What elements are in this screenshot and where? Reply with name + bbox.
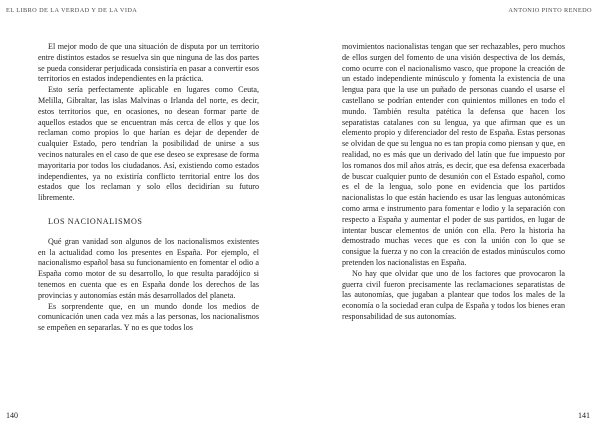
right-page (300, 0, 600, 433)
page-number-left: 140 (6, 411, 18, 420)
paragraph: El mejor modo de que una situación de disputa por un territorio entre distintos estados se resuelva sin que ninguna de las dos partes se pueda considerar perjudicada consistiría en pasar a convertir esos territorios en estados independientes en la práctica. (38, 42, 259, 84)
page-number-right: 141 (578, 411, 590, 420)
section-heading: LOS NACIONALISMOS (48, 216, 143, 226)
left-page-body (38, 42, 259, 334)
right-page-body (342, 42, 565, 323)
paragraph: No hay que olvidar que uno de los factores que provocaron la guerra civil fueron precisamente las reclamaciones separatistas de las autonomías, que jugaban a plantear que todos los males de la economía o la sociedad eran culpa de España y todos los bienes eran responsabilidad de sus autonomías. (342, 268, 565, 321)
paragraph: Qué gran vanidad son algunos de los nacionalismos existentes en la actualidad como los presentes en España. Por ejemplo, el nacionalismo español basa su funcionamiento en fomentar el odio a España como motor de su desarrollo, lo que resulta paradójico si tenemos en cuenta que es en España donde los derechos de las provincias y autonomías están más desarrollados del planeta. (38, 236, 259, 300)
paragraph: Esto sería perfectamente aplicable en lugares como Ceuta, Melilla, Gibraltar, las islas Malvinas o Irlanda del norte, es decir, estos territorios que, en ocasiones, no desean formar parte de aquellos estados que se encuentran más cerca de ellos y que los reclaman como propios lo que harían es dejar de depender de cualquier Estado, pero tendrían la posibilidad de unirse a sus vecinos naturales en el caso de que ese deseo se expresase de forma mayoritaria por todos los ciudadanos. Así, existiendo como estados independientes, ya no existiría conflicto territorial entre los dos estados que los reclaman y solo ellos decidirían su futuro libremente. (38, 85, 259, 203)
running-head-right: ANTONIO PINTO RENEDO (508, 7, 592, 14)
paragraph-continued: movimientos nacionalistas tengan que ser rechazables, pero muchos de ellos surgen del fomento de una visión despectiva de los demás, como ocurre con el nacionalismo vasco, que propone la creación de un estado independiente minúsculo y fomenta la existencia de una lengua para que la use un puñado de personas cuando el usarse el castellano se podrían entender con quinientos millones en todo el mundo. También resulta patética la defensa que hacen los separatistas catalanes con su lengua, ya que afirman que es un elemento propio y diferenciador del resto de España. Estas personas se olvidan de que su lengua no es tan propia como piensan y que, en realidad, no es más que un derivado del latín que fue impuesto por los romanos dos mil años atrás, es decir, que esa defensa exacerbada de buscar cualquier punto de desunión con el Estado español, como es el de la lengua, solo pone en evidencia que los partidos nacionalistas lo que están haciendo es usar las lenguas autonómicas como arma e instrumento para fomentar e lodio y la separación con respecto a España y aumentar el poder de sus partidos, en lugar de intentar buscar elementos de unión con ella. Pero la historia ha demostrado muchas veces que es con la unión con lo que se consigue la fuerza y no con la creación de estados minúsculos como pretenden los nacionalistas en España. (342, 42, 565, 267)
running-head-left: EL LIBRO DE LA VERDAD Y DE LA VIDA (6, 7, 138, 14)
paragraph: Es sorprendente que, en un mundo donde los medios de comunicación unen cada vez más a las personas, los nacionalismos se empeñen en separarlas. Y no es que todos los (38, 301, 259, 333)
